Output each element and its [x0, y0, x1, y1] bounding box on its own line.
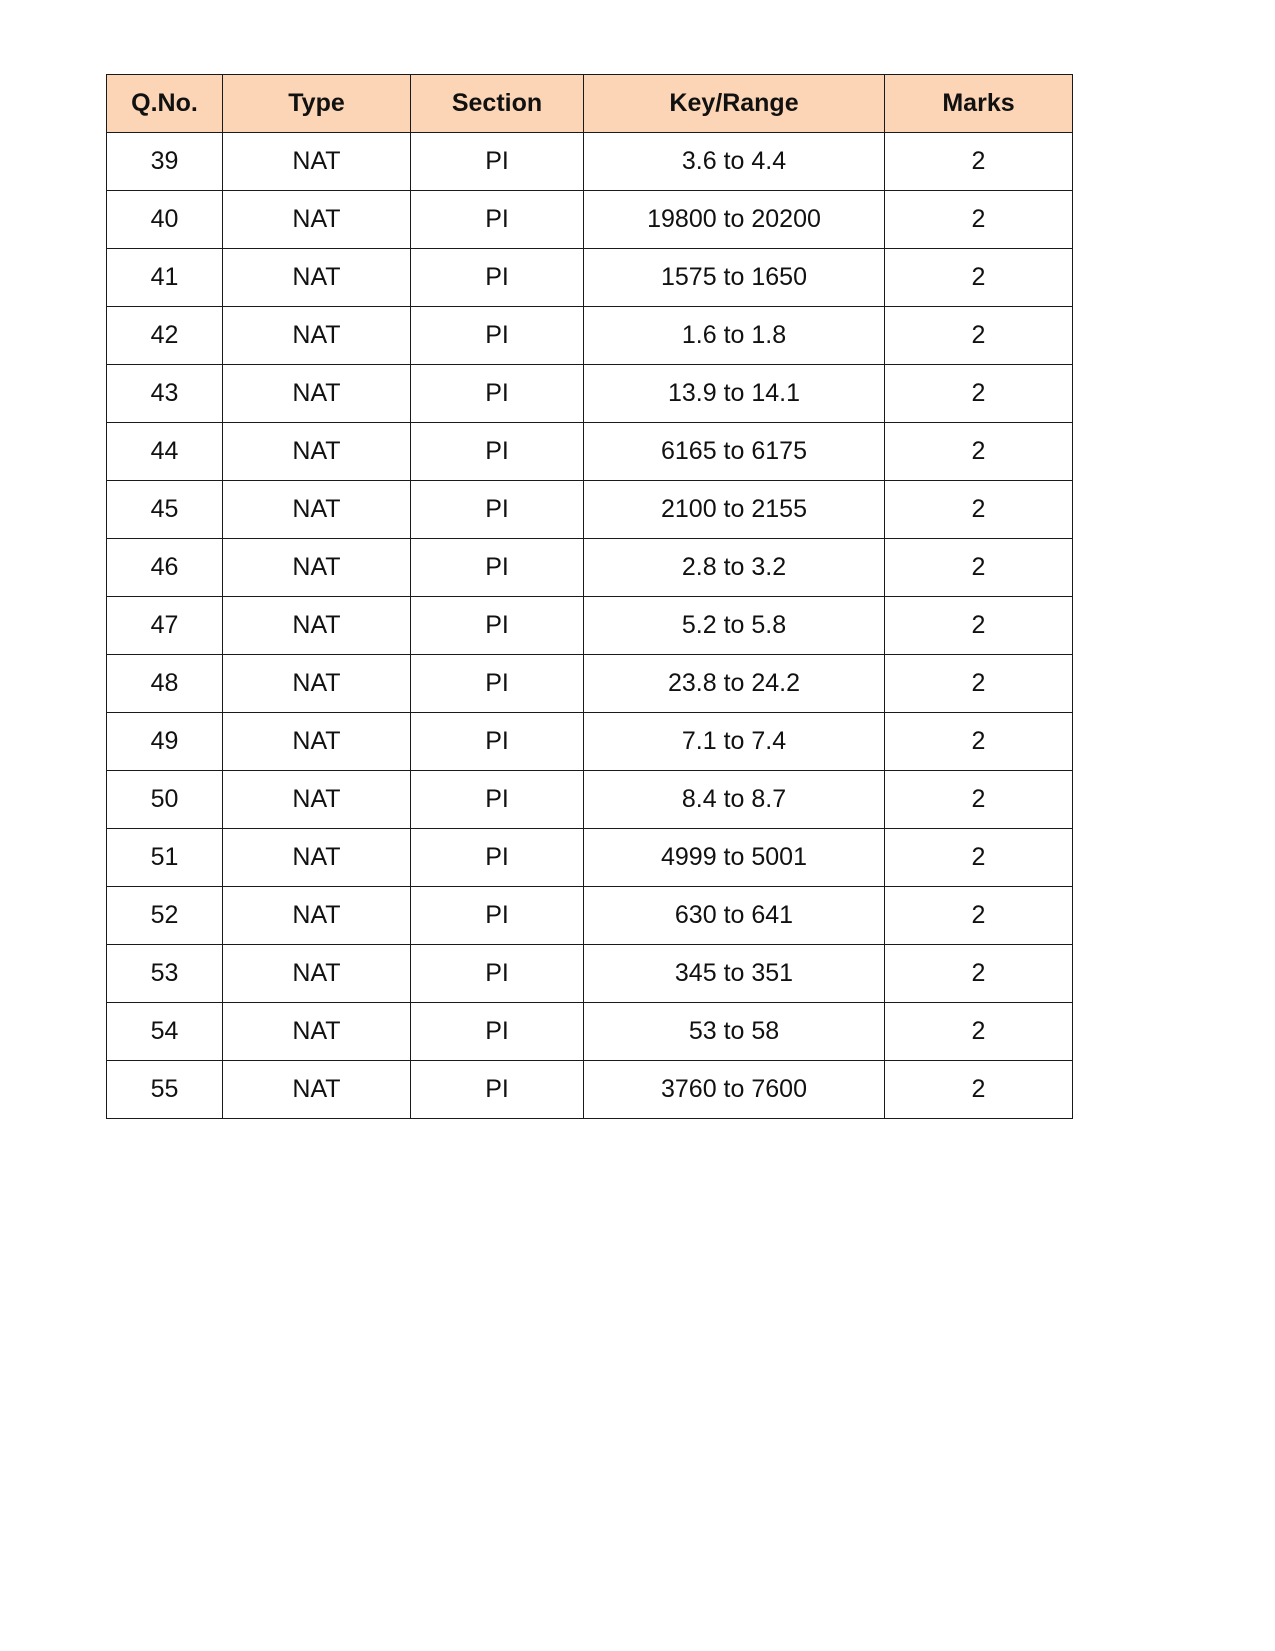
cell-type: NAT: [223, 655, 411, 713]
cell-marks: 2: [885, 597, 1073, 655]
cell-section: PI: [411, 249, 584, 307]
cell-key-range: 3.6 to 4.4: [584, 133, 885, 191]
cell-key-range: 8.4 to 8.7: [584, 771, 885, 829]
cell-type: NAT: [223, 249, 411, 307]
cell-marks: 2: [885, 249, 1073, 307]
cell-section: PI: [411, 481, 584, 539]
header-row: [107, 75, 1073, 133]
cell-section: PI: [411, 887, 584, 945]
cell-type: NAT: [223, 1061, 411, 1119]
table-row: [107, 307, 1073, 365]
cell-section: PI: [411, 771, 584, 829]
table-row: [107, 597, 1073, 655]
cell-section: PI: [411, 365, 584, 423]
cell-section: PI: [411, 539, 584, 597]
cell-type: NAT: [223, 771, 411, 829]
table-row: [107, 133, 1073, 191]
table-row: [107, 423, 1073, 481]
cell-qno: 42: [107, 307, 223, 365]
cell-qno: 51: [107, 829, 223, 887]
cell-type: NAT: [223, 307, 411, 365]
cell-key-range: 3760 to 7600: [584, 1061, 885, 1119]
cell-type: NAT: [223, 829, 411, 887]
cell-marks: 2: [885, 365, 1073, 423]
cell-marks: 2: [885, 191, 1073, 249]
cell-qno: 45: [107, 481, 223, 539]
cell-section: PI: [411, 713, 584, 771]
table-row: [107, 713, 1073, 771]
cell-marks: 2: [885, 1061, 1073, 1119]
cell-key-range: 23.8 to 24.2: [584, 655, 885, 713]
header-key-range: Key/Range: [584, 75, 885, 133]
cell-section: PI: [411, 191, 584, 249]
header-type: Type: [223, 75, 411, 133]
cell-type: NAT: [223, 191, 411, 249]
table-row: [107, 945, 1073, 1003]
cell-key-range: 4999 to 5001: [584, 829, 885, 887]
table-row: [107, 829, 1073, 887]
cell-section: PI: [411, 829, 584, 887]
cell-type: NAT: [223, 481, 411, 539]
cell-marks: 2: [885, 1003, 1073, 1061]
cell-section: PI: [411, 945, 584, 1003]
cell-key-range: 19800 to 20200: [584, 191, 885, 249]
cell-type: NAT: [223, 539, 411, 597]
cell-qno: 50: [107, 771, 223, 829]
cell-marks: 2: [885, 945, 1073, 1003]
cell-marks: 2: [885, 423, 1073, 481]
table-row: [107, 887, 1073, 945]
answer-key-table: [106, 74, 1073, 1119]
cell-qno: 47: [107, 597, 223, 655]
cell-section: PI: [411, 307, 584, 365]
cell-qno: 43: [107, 365, 223, 423]
cell-qno: 49: [107, 713, 223, 771]
cell-key-range: 6165 to 6175: [584, 423, 885, 481]
cell-key-range: 1.6 to 1.8: [584, 307, 885, 365]
cell-marks: 2: [885, 829, 1073, 887]
cell-key-range: 2.8 to 3.2: [584, 539, 885, 597]
cell-key-range: 1575 to 1650: [584, 249, 885, 307]
cell-type: NAT: [223, 365, 411, 423]
table-header: [107, 75, 1073, 133]
cell-section: PI: [411, 1061, 584, 1119]
cell-marks: 2: [885, 539, 1073, 597]
header-section: Section: [411, 75, 584, 133]
cell-section: PI: [411, 423, 584, 481]
cell-qno: 54: [107, 1003, 223, 1061]
table-row: [107, 655, 1073, 713]
table-row: [107, 481, 1073, 539]
cell-qno: 46: [107, 539, 223, 597]
cell-key-range: 13.9 to 14.1: [584, 365, 885, 423]
table-body: [107, 133, 1073, 1119]
cell-type: NAT: [223, 133, 411, 191]
table-row: [107, 191, 1073, 249]
table-row: [107, 249, 1073, 307]
cell-key-range: 630 to 641: [584, 887, 885, 945]
cell-marks: 2: [885, 133, 1073, 191]
cell-qno: 53: [107, 945, 223, 1003]
cell-qno: 41: [107, 249, 223, 307]
cell-type: NAT: [223, 423, 411, 481]
cell-type: NAT: [223, 945, 411, 1003]
cell-marks: 2: [885, 655, 1073, 713]
cell-key-range: 2100 to 2155: [584, 481, 885, 539]
cell-type: NAT: [223, 887, 411, 945]
cell-key-range: 5.2 to 5.8: [584, 597, 885, 655]
cell-type: NAT: [223, 713, 411, 771]
cell-section: PI: [411, 1003, 584, 1061]
table-row: [107, 539, 1073, 597]
cell-marks: 2: [885, 481, 1073, 539]
cell-key-range: 345 to 351: [584, 945, 885, 1003]
cell-section: PI: [411, 597, 584, 655]
cell-qno: 55: [107, 1061, 223, 1119]
cell-key-range: 53 to 58: [584, 1003, 885, 1061]
table-row: [107, 1061, 1073, 1119]
table-row: [107, 771, 1073, 829]
cell-marks: 2: [885, 307, 1073, 365]
cell-marks: 2: [885, 887, 1073, 945]
cell-type: NAT: [223, 597, 411, 655]
table-row: [107, 365, 1073, 423]
cell-qno: 39: [107, 133, 223, 191]
cell-section: PI: [411, 133, 584, 191]
cell-marks: 2: [885, 771, 1073, 829]
cell-marks: 2: [885, 713, 1073, 771]
cell-section: PI: [411, 655, 584, 713]
header-qno: Q.No.: [107, 75, 223, 133]
header-marks: Marks: [885, 75, 1073, 133]
cell-qno: 52: [107, 887, 223, 945]
cell-key-range: 7.1 to 7.4: [584, 713, 885, 771]
cell-qno: 44: [107, 423, 223, 481]
cell-qno: 40: [107, 191, 223, 249]
cell-qno: 48: [107, 655, 223, 713]
table-row: [107, 1003, 1073, 1061]
cell-type: NAT: [223, 1003, 411, 1061]
